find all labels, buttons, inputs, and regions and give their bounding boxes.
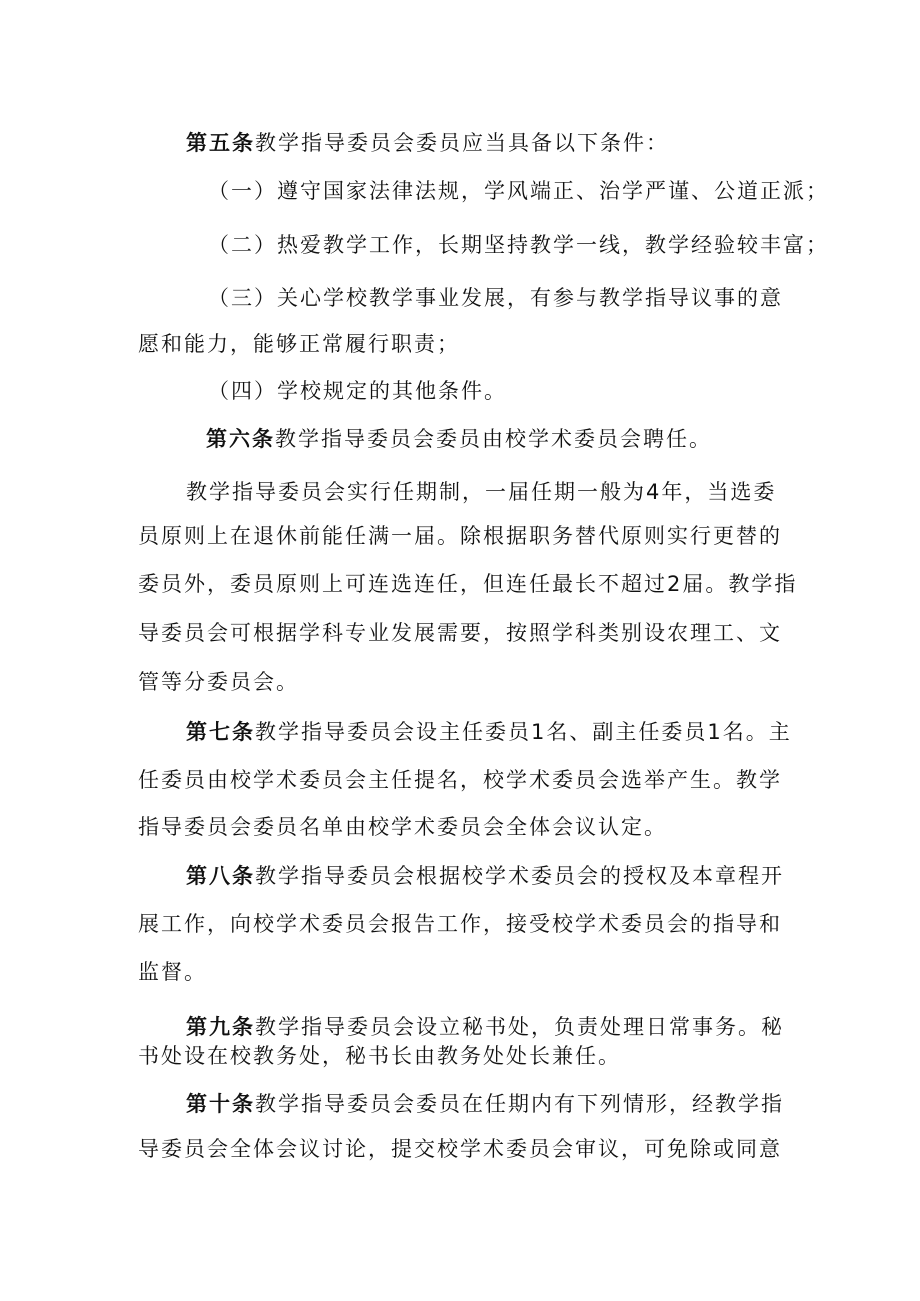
article-6-heading-line (206, 424, 856, 454)
line-text: 教学指导委员会委员在任期内有下列情形，经教学指 (255, 1092, 784, 1116)
line-text: 导委员会全体会议讨论，提交校学术委员会审议，可免除或同意 (138, 1137, 782, 1161)
line-text: 管等分委员会。 (138, 670, 299, 694)
article-9-heading-line (186, 1012, 836, 1042)
line-text: 教学指导委员会设立秘书处，负责处理日常事务。秘 (255, 1015, 784, 1039)
line-text: （一）遵守国家法律法规，学风端正、治学严谨、公道正派； (208, 179, 829, 203)
line-text: 教学指导委员会根据校学术委员会的授权及本章程开 (255, 864, 784, 888)
term-paragraph-line-3 (138, 569, 798, 599)
line-text: 展工作，向校学术委员会报告工作，接受校学术委员会的指导和 (138, 912, 782, 936)
line-text: 指导委员会委员名单由校学术委员会全体会议认定。 (138, 815, 667, 839)
article-8-heading-line (186, 861, 836, 891)
condition-3-line (208, 283, 858, 313)
line-text: 导委员会可根据学科专业发展需要，按照学科类别设农理工、文 (138, 621, 782, 645)
term-paragraph-line-5 (138, 667, 788, 697)
condition-1-line (208, 176, 858, 206)
article-number: 第十条 (186, 1092, 255, 1116)
line-text: （三）关心学校教学事业发展，有参与教学指导议事的意 (208, 286, 783, 310)
article-7-line-3 (138, 812, 788, 842)
line-text: 教学指导委员会设主任委员1名、副主任委员1名。主 (255, 720, 792, 744)
article-number: 第九条 (186, 1015, 255, 1039)
article-5-heading-line (186, 128, 836, 158)
article-number: 第五条 (186, 131, 255, 155)
article-number: 第六条 (206, 427, 275, 451)
article-10-heading-line (186, 1089, 836, 1119)
article-number: 第七条 (186, 720, 255, 744)
article-8-line-3 (138, 957, 788, 987)
line-text: 员原则上在退休前能任满一届。除根据职务替代原则实行更替的 (138, 524, 782, 548)
condition-4-line (208, 376, 858, 406)
article-number: 第八条 (186, 864, 255, 888)
line-text: 监督。 (138, 960, 207, 984)
term-paragraph-line-4 (138, 618, 788, 648)
condition-2-line (208, 230, 858, 260)
line-text: 教学指导委员会实行任期制，一届任期一般为4年，当选委 (186, 480, 777, 504)
line-text: 书处设在校教务处，秘书长由教务处处长兼任。 (138, 1044, 621, 1068)
line-text: 委员外，委员原则上可连选连任，但连任最长不超过2届。教学指 (138, 572, 798, 596)
line-text: （四）学校规定的其他条件。 (208, 379, 507, 403)
line-text: 教学指导委员会委员应当具备以下条件： (255, 131, 669, 155)
article-7-heading-line (186, 717, 836, 747)
article-9-line-2 (138, 1041, 788, 1071)
line-text: 教学指导委员会委员由校学术委员会聘任。 (275, 427, 712, 451)
article-10-line-2 (138, 1134, 788, 1164)
condition-3-continuation (138, 329, 788, 359)
term-paragraph-line-1 (186, 477, 836, 507)
line-text: 任委员由校学术委员会主任提名，校学术委员会选举产生。教学 (138, 768, 782, 792)
term-paragraph-line-2 (138, 521, 788, 551)
line-text: （二）热爱教学工作，长期坚持教学一线，教学经验较丰富； (208, 233, 829, 257)
line-text: 愿和能力，能够正常履行职责； (138, 332, 460, 356)
article-7-line-2 (138, 765, 788, 795)
article-8-line-2 (138, 909, 788, 939)
